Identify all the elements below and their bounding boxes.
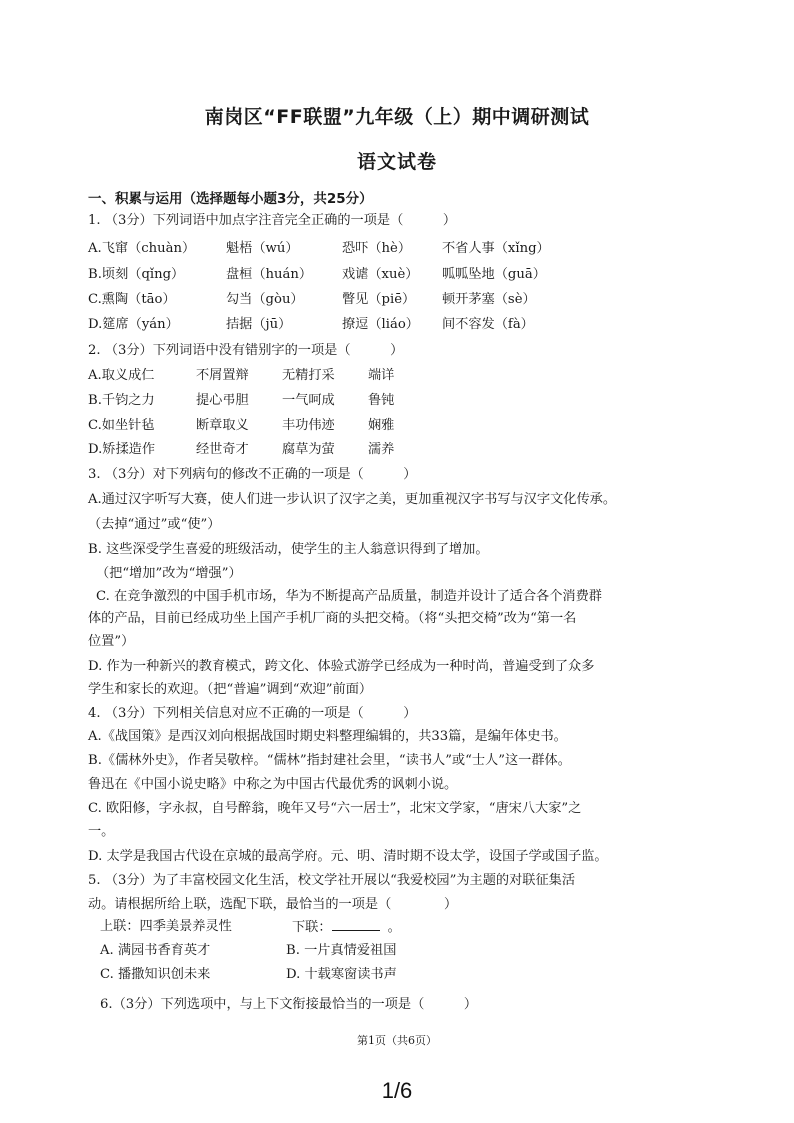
q2-option-b-4: 鲁钝 xyxy=(368,393,395,408)
q2-option-d-3: 腐草为萤 xyxy=(282,442,335,457)
page-subtitle: 语文试卷 xyxy=(356,151,437,173)
q1-option-c-2: 勾当（gòu） xyxy=(226,292,304,307)
q3-option-d: D. 作为一种新兴的教育模式，跨文化、体验式游学已经成为一种时尚，普遍受到了众多 xyxy=(88,659,595,674)
q3-option-a-cont: （去掉“通过”或“使”） xyxy=(88,517,221,532)
q2-option-b-3: 一气呵成 xyxy=(282,393,335,408)
q2-option-a-4: 端详 xyxy=(368,368,395,383)
question-4-stem: 4. （3分）下列相关信息对应不正确的一项是（ ） xyxy=(88,706,417,721)
q1-option-b-4: 呱呱坠地（guā） xyxy=(442,267,546,282)
section-heading: 一、积累与运用（选择题每小题3分，共25分） xyxy=(88,191,373,207)
q2-option-a-3: 无精打采 xyxy=(282,368,335,383)
q2-option-c-1: C.如坐针毡 xyxy=(88,418,155,433)
q3-option-c-cont1: 体的产品，目前已经成功坐上国产手机厂商的头把交椅。（将“头把交椅”改为“第一名 xyxy=(88,611,577,626)
q2-option-d-4: 濡养 xyxy=(368,442,395,457)
q1-option-a-4: 不省人事（xǐng） xyxy=(442,241,550,256)
q4-option-a: A.《战国策》是西汉刘向根据战国时期史料整理编辑的，共33篇，是编年体史书。 xyxy=(88,729,567,744)
q1-option-b-2: 盘桓（huán） xyxy=(226,267,313,282)
q1-option-a-1: A.飞窜（chuàn） xyxy=(88,241,196,256)
q2-option-c-2: 断章取义 xyxy=(196,418,249,433)
q1-option-c-3: 瞥见（piē） xyxy=(342,292,416,307)
q2-option-c-4: 娴雅 xyxy=(368,418,395,433)
page-indicator: 1/6 xyxy=(381,1078,413,1103)
question-5-stem-cont: 动。请根据所给上联，选配下联，最恰当的一项是（ ） xyxy=(88,897,458,912)
q2-option-a-2: 不屑置辩 xyxy=(196,368,249,383)
q4-option-b: B.《儒林外史》，作者吴敬梓。“儒林”指封建社会里，“读书人”或“士人”这一群体。 xyxy=(88,753,571,768)
q3-option-a: A.通过汉字听写大赛，使人们进一步认识了汉字之美，更加重视汉字书写与汉字文化传承。 xyxy=(88,492,617,507)
q2-option-d-2: 经世奇才 xyxy=(196,442,249,457)
q1-option-d-1: D.筵席（yán） xyxy=(88,317,179,332)
q4-option-b-cont: 鲁迅在《中国小说史略》中称之为中国古代最优秀的讽刺小说。 xyxy=(88,777,458,792)
q2-option-b-1: B.千钧之力 xyxy=(88,393,155,408)
q2-option-c-3: 丰功伟迹 xyxy=(282,418,335,433)
couplet-lower xyxy=(292,918,401,937)
question-5-stem: 5. （3分）为了丰富校园文化生活，校文学社开展以“我爱校园”为主题的对联征集活 xyxy=(88,873,576,888)
q3-option-d-cont: 学生和家长的欢迎。（把“普遍”调到“欢迎”前面） xyxy=(88,682,373,697)
question-3-stem: 3. （3分）对下列病句的修改不正确的一项是（ ） xyxy=(88,467,417,482)
q2-option-b-2: 提心弔胆 xyxy=(196,393,249,408)
couplet-blank xyxy=(332,918,380,931)
q3-option-b: B. 这些深受学生喜爱的班级活动，使学生的主人翁意识得到了增加。 xyxy=(88,542,489,557)
q2-option-d-1: D.矫揉造作 xyxy=(88,442,156,457)
q5-option-a: A. 满园书香育英才 xyxy=(100,943,211,958)
q3-option-b-cont: （把“增加”改为“增强”） xyxy=(96,566,242,581)
q1-option-b-1: B.顷刻（qǐng） xyxy=(88,267,185,282)
q1-option-d-3: 撩逗（liáo） xyxy=(342,317,419,332)
q2-option-a-1: A.取义成仁 xyxy=(88,368,155,383)
q5-option-d: D. 十载寒窗读书声 xyxy=(286,967,397,982)
q3-option-c-cont2: 位置”） xyxy=(88,634,135,649)
q1-option-b-3: 戏谑（xuè） xyxy=(342,267,419,282)
q5-option-c: C. 播撒知识创未来 xyxy=(100,967,211,982)
q4-option-c-cont: 一。 xyxy=(88,824,115,839)
q1-option-d-4: 间不容发（fà） xyxy=(442,317,534,332)
couplet-end: 。 xyxy=(387,920,401,935)
couplet-lower-label: 下联： xyxy=(292,920,332,935)
page-title: 南岗区“FF联盟”九年级（上）期中调研测试 xyxy=(204,106,590,128)
q1-option-c-1: C.熏陶（tāo） xyxy=(88,292,176,307)
page-footer: 第1页（共6页） xyxy=(357,1034,437,1047)
q3-option-c: C. 在竞争激烈的中国手机市场，华为不断提高产品质量，制造并设计了适合各个消费群 xyxy=(96,589,602,604)
q1-option-a-3: 恐吓（hè） xyxy=(342,241,412,256)
question-6-stem: 6.（3分）下列选项中，与上下文衔接最恰当的一项是（ ） xyxy=(100,997,478,1012)
q1-option-d-2: 拮据（jū） xyxy=(226,317,292,332)
q4-option-d: D. 太学是我国古代设在京城的最高学府。元、明、清时期不设太学，设国子学或国子监。 xyxy=(88,849,608,864)
q1-option-c-4: 顿开茅塞（sè） xyxy=(442,292,536,307)
q4-option-c: C. 欧阳修，字永叔，自号醉翁，晚年又号“六一居士”，北宋文学家，“唐宋八大家”之 xyxy=(88,801,582,816)
q1-option-a-2: 魁梧（wú） xyxy=(226,241,299,256)
question-2-stem: 2. （3分）下列词语中没有错别字的一项是（ ） xyxy=(88,343,404,358)
q5-option-b: B. 一片真情爱祖国 xyxy=(286,943,397,958)
question-1-stem: 1. （3分）下列词语中加点字注音完全正确的一项是（ ） xyxy=(88,213,457,228)
couplet-upper: 上联：四季美景养灵性 xyxy=(100,919,232,934)
